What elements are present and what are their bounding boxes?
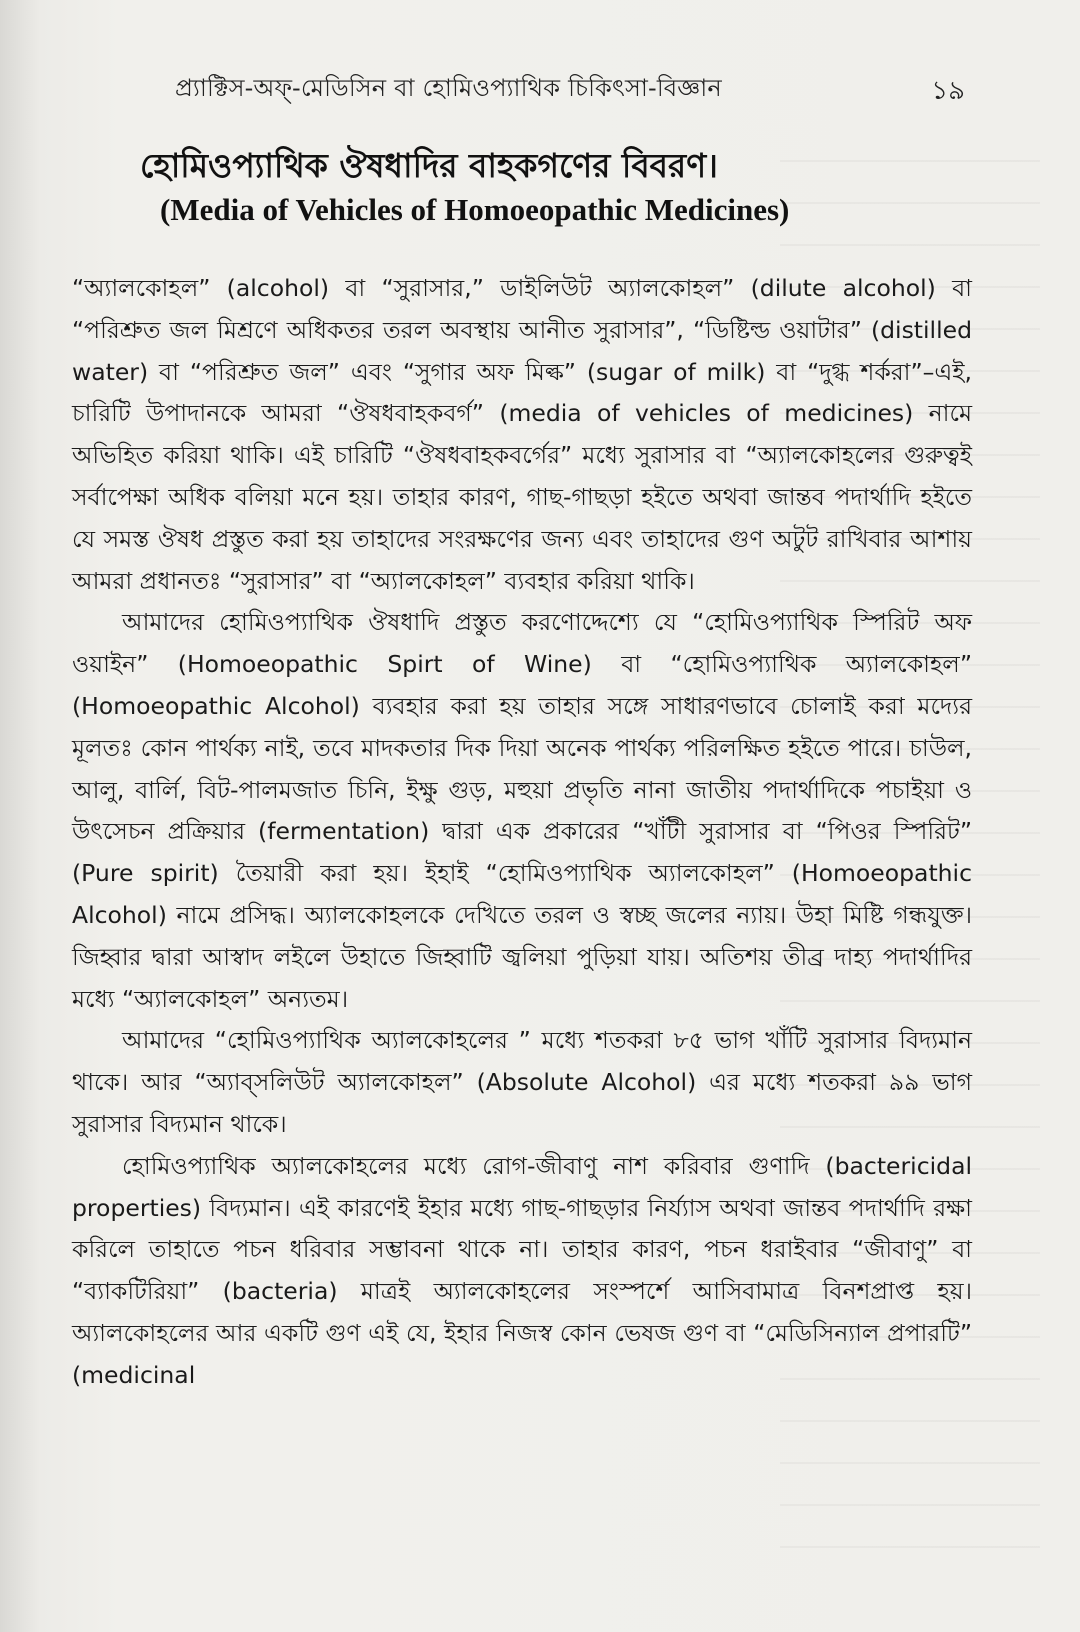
paragraph: আমাদের হোমিওপ্যাথিক ঔষধাদি প্রস্তুত করণোদ্দেশ্যে যে “হোমিওপ্যাথিক স্পিরিট অফ ওয়াইন” (Homoeopathic Spirt of Wine) বা “হোমিওপ্যাথিক অ্যালকোহল” (Homoeopathic Alcohol) ব্যবহার করা হয় তাহার সঙ্গে সাধারণভাবে চোলাই করা মদ্যের মূলতঃ কোন পার্থক্য নাই, তবে মাদকতার দিক দিয়া অনেক পার্থক্য পরিলক্ষিত হইতে পারে। চাউল, আলু, বার্লি, বিট-পালমজাত চিনি, ইক্ষু গুড়, মহুয়া প্রভৃতি নানা জাতীয় পদার্থাদিকে পচাইয়া ও উৎসেচন প্রক্রিয়ার (fermentation) দ্বারা এক প্রকারের “খাঁটী সুরাসার বা “পিওর স্পিরিট” (Pure spirit) তৈয়ারী করা হয়। ইহাই “হোমিওপ্যাথিক অ্যালকোহল” (Homoeopathic Alcohol) নামে প্রসিদ্ধ। অ্যালকোহলকে দেখিতে তরল ও স্বচ্ছ জলের ন্যায়। উহা মিষ্টি গন্ধযুক্ত। জিহ্বার দ্বারা আস্বাদ লইলে উহাতে জিহ্বাটি জ্বলিয়া পুড়িয়া যায়। অতিশয় তীব্র দাহ্য পদার্থাদির মধ্যে “অ্যালকোহল” অন্যতম। — [72, 608, 972, 1013]
page-header — [175, 70, 975, 110]
section-title-english: (Media of Vehicles of Homoeopathic Medicines) — [160, 192, 790, 227]
paragraph: আমাদের “হোমিওপ্যাথিক অ্যালকোহলের ” মধ্যে শতকরা ৮৫ ভাগ খাঁটি সুরাসার বিদ্যমান থাকে। আর “অ্যাব্‌সলিউট অ্যালকোহল” (Absolute Alcohol) এর মধ্যে শতকরা ৯৯ ভাগ সুরাসার বিদ্যমান থাকে। — [72, 1026, 972, 1138]
paragraph: “অ্যালকোহল” (alcohol) বা “সুরাসার,” ডাইলিউট অ্যালকোহল” (dilute alcohol) বা “পরিশ্রুত জল মিশ্রণে অধিকতর তরল অবস্থায় আনীত সুরাসার”, “ডিষ্টিল্ড ওয়াটার” (distilled water) বা “পরিশ্রুত জল” এবং “সুগার অফ মিল্ক” (sugar of milk) বা “দুগ্ধ শর্করা”–এই, চারিটি উপাদানকে আমরা “ঔষধবাহকবর্গ” (media of vehicles of medicines) নামে অভিহিত করিয়া থাকি। এই চারিটি “ঔষধবাহকবর্গের” মধ্যে সুরাসার বা “অ্যালকোহলের গুরুত্বই সর্বাপেক্ষা অধিক বলিয়া মনে হয়। তাহার কারণ, গাছ-গাছড়া হইতে অথবা জান্তব পদার্থাদি হইতে যে সমস্ত ঔষধ প্রস্তুত করা হয় তাহাদের সংরক্ষণের জন্য এবং তাহাদের গুণ অটুট রাখিবার আশায় আমরা প্রধানতঃ “সুরাসার” বা “অ্যালকোহল” ব্যবহার করিয়া থাকি। — [72, 274, 972, 595]
running-head: প্র্যাক্টিস-অফ্-মেডিসিন বা হোমিওপ্যাথিক চিকিৎসা-বিজ্ঞান — [175, 74, 722, 102]
body-text — [72, 268, 972, 1397]
section-title-bengali: হোমিওপ্যাথিক ঔষধাদির বাহকগণের বিবরণ। — [140, 146, 718, 185]
page-number: ১৯ — [931, 76, 965, 106]
paragraph: হোমিওপ্যাথিক অ্যালকোহলের মধ্যে রোগ-জীবাণু নাশ করিবার গুণাদি (bactericidal properties) বিদ্যমান। এই কারণেই ইহার মধ্যে গাছ-গাছড়ার নির্য্যাস অথবা জান্তব পদার্থাদি রক্ষা করিলে তাহাতে পচন ধরিবার সম্ভাবনা থাকে না। তাহার কারণ, পচন ধরাইবার “জীবাণু” বা “ব্যাকটিরিয়া” (bacteria) মাত্রই অ্যালকোহলের সংস্পর্শে আসিবামাত্র বিনশপ্রাপ্ত হয়। অ্যালকোহলের আর একটি গুণ এই যে, ইহার নিজস্ব কোন ভেষজ গুণ বা “মেডিসিন্যাল প্রপারটি” (medicinal — [72, 1151, 972, 1389]
